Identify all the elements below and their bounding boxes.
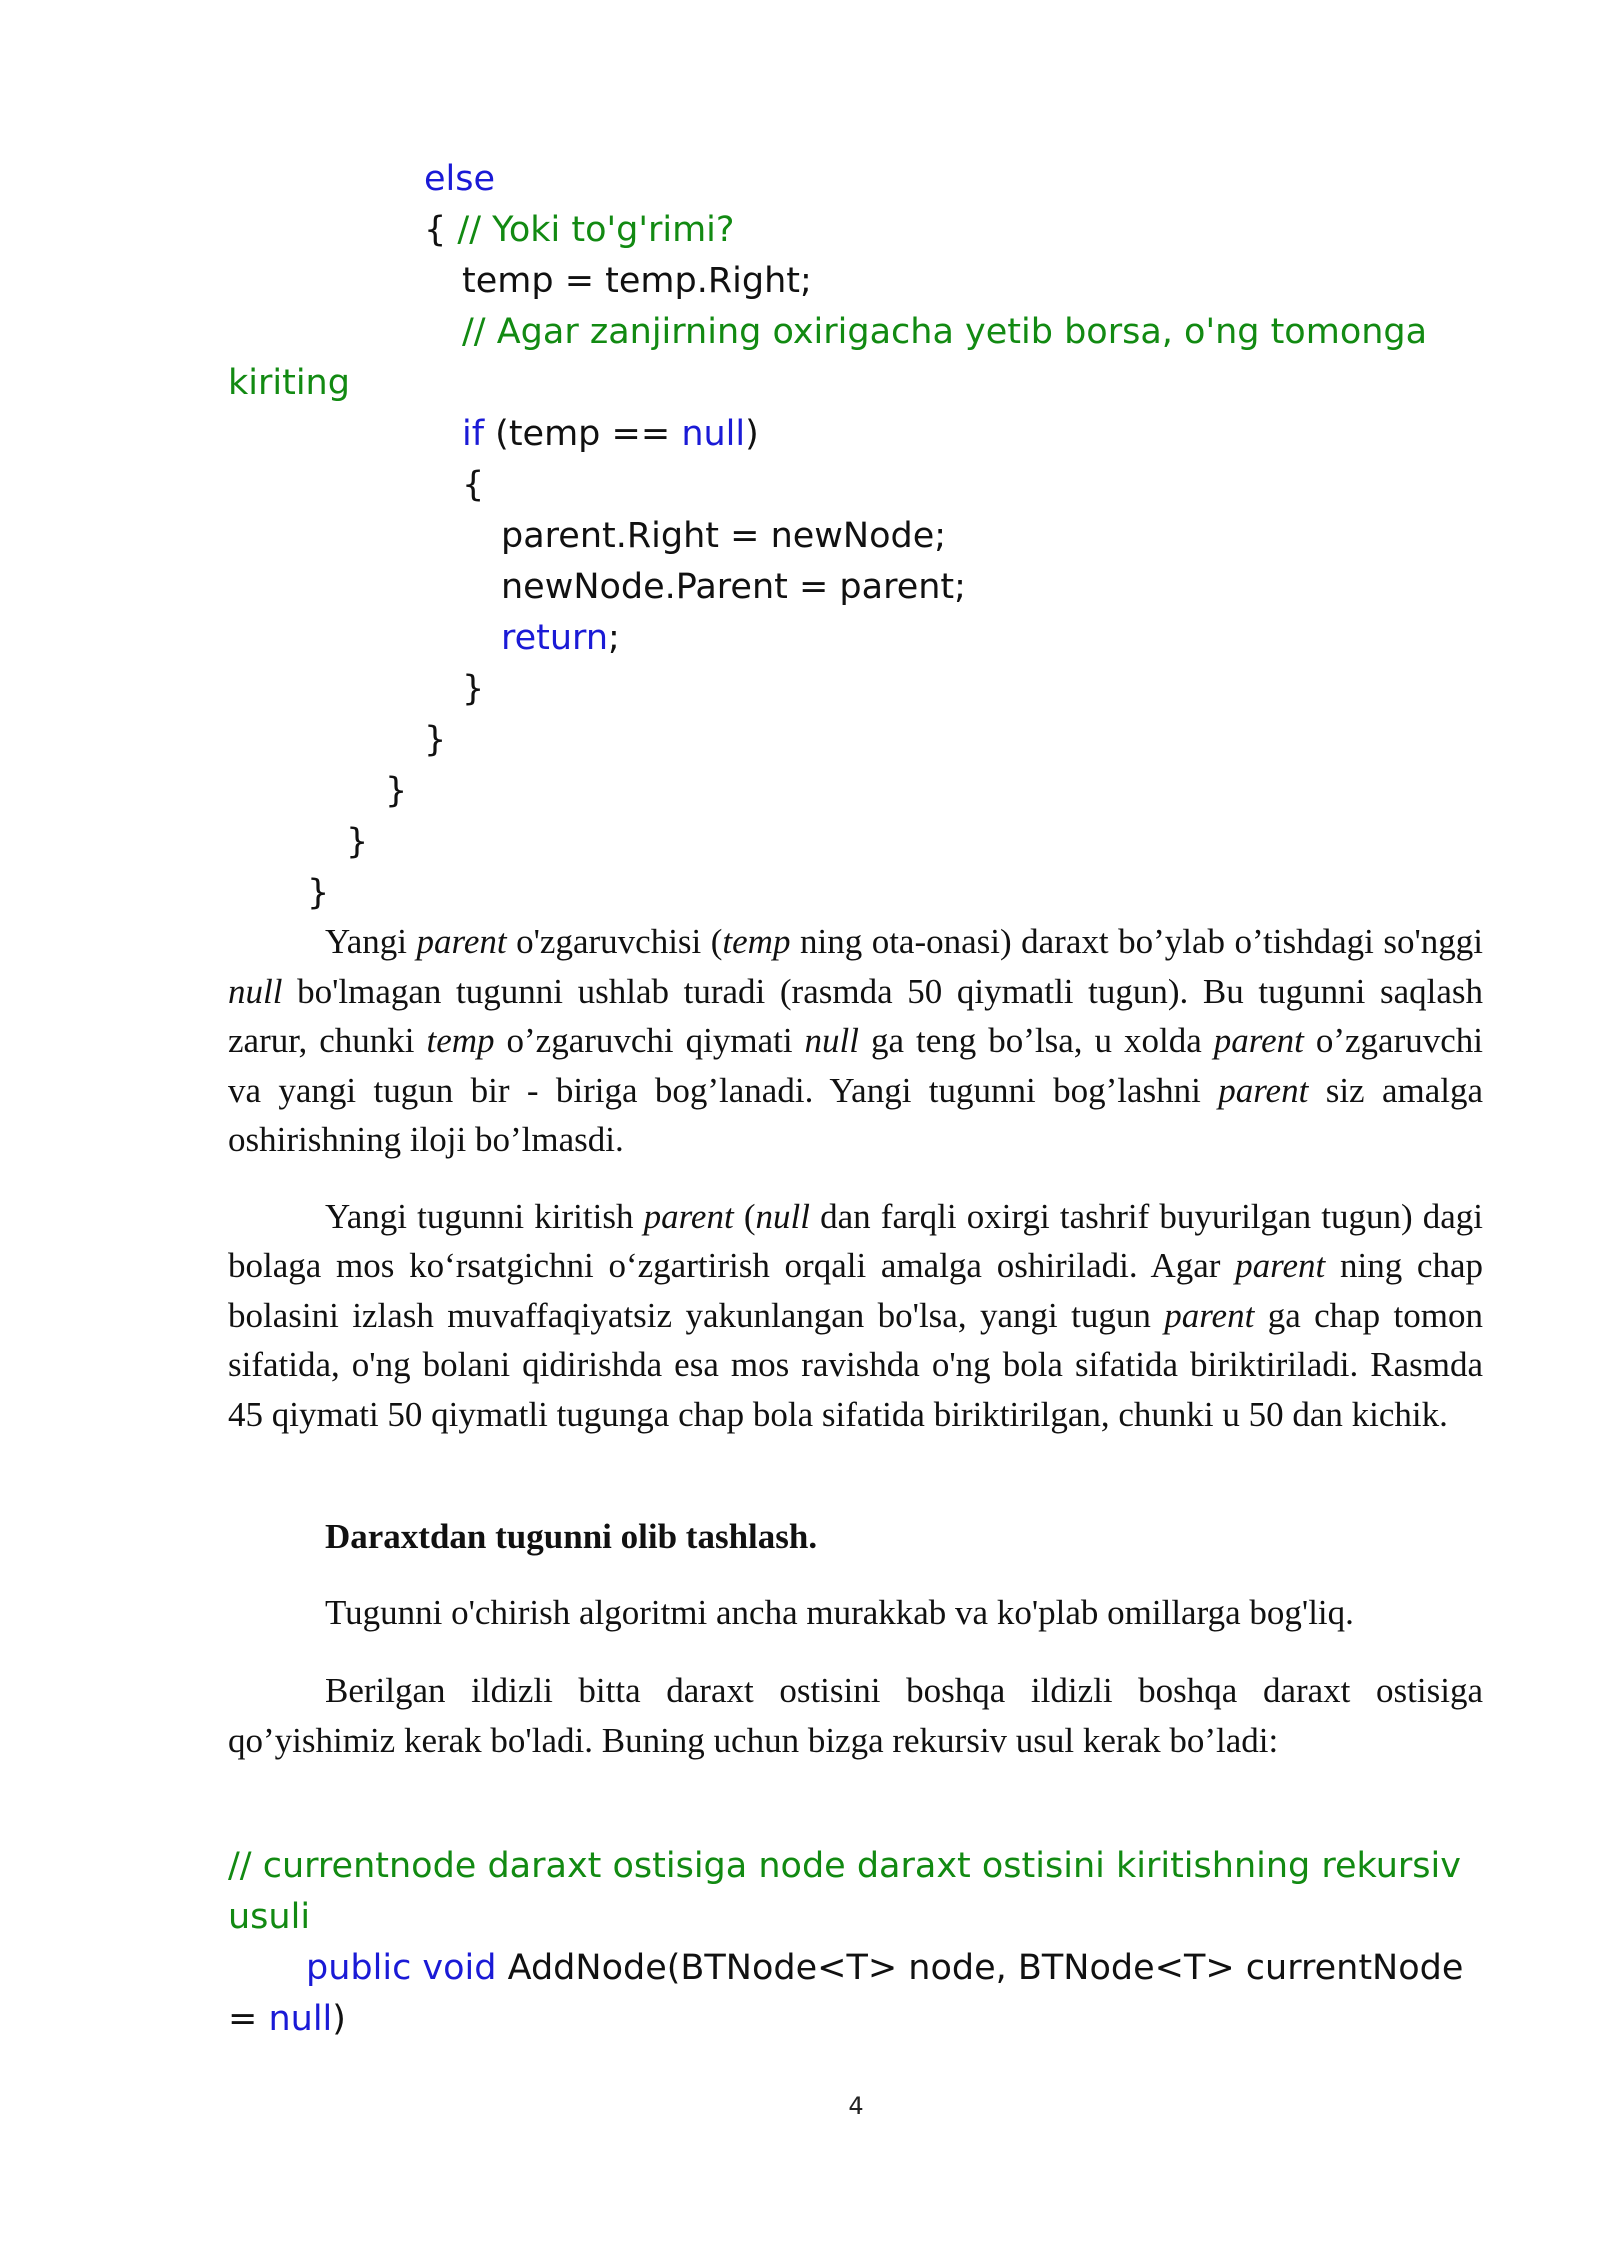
code-brace: } [424, 720, 447, 760]
paragraph: Yangi tugunni kiritish parent (null dan farqli oxirgi tashrif buyurilgan tugun) dagi bolaga mos ko‘rsatgichni o‘zgartirish orqali amalga oshiriladi. Agar parent ning chap bolasini izlash muvaffaqiyatsiz yakunlangan bo'lsa, yangi tugun parent ga chap tomon sifatida, o'ng bolani qidirishda esa mos ravishda o'ng bola sifatida biriktiriladi. Rasmda 45 qiymati 50 qiymatli tugunga chap bola sifatida biriktirilgan, chunki u 50 dan kichik. [228, 1196, 1484, 1434]
code-line: ; [608, 618, 620, 658]
code-brace: } [346, 822, 369, 862]
code-brace: } [307, 873, 330, 913]
paragraph: Yangi parent o'zgaruvchisi (temp ning ota-onasi) daraxt bo’ylab o’tishdagi so'nggi null bo'lmagan tugunni ushlab turadi (rasmda 50 qiymatli tugun). Bu tugunni saqlash zarur, chunki temp o’zgaruvchi qiymati null ga teng bo’lsa, u xolda parent o’zgaruvchi va yangi tugun bir - biriga bog’lanadi. Yangi tugunni bog’lashni parent siz amalga oshirishning iloji bo’lmasdi. [228, 922, 1483, 1159]
keyword-return: return [501, 618, 609, 658]
body-text [228, 1666, 1483, 1765]
section-heading: Daraxtdan tugunni olib tashlash. [325, 1517, 818, 1556]
page-number: 4 [848, 2092, 864, 2120]
code-line: parent.Right = newNode; [501, 516, 947, 556]
keyword-public-void: public void [306, 1948, 497, 1988]
code-line: (temp == [484, 414, 682, 454]
code-comment: // Yoki to'g'rimi? [446, 210, 735, 250]
code-line [228, 1943, 1483, 2045]
paragraph: Berilgan ildizli bitta daraxt ostisini boshqa ildizli boshqa daraxt ostisiga qo’yishimiz kerak bo'ladi. Buning uchun bizga rekursiv usul kerak bo’ladi: [228, 1671, 1483, 1760]
code-block-top [0, 0, 1600, 913]
code-brace: } [462, 669, 485, 709]
code-line: ) [745, 414, 759, 454]
code-comment: // Agar zanjirning oxirigacha yetib borsa, o'ng tomonga [462, 312, 1428, 352]
paragraph: Tugunni o'chirish algoritmi ancha murakkab va ko'plab omillarga bog'liq. [325, 1593, 1354, 1632]
method-signature: AddNode(BTNode<T> node, BTNode<T> currentNode = [228, 1948, 1464, 2039]
keyword-null: null [268, 1999, 333, 2039]
keyword-if: if [462, 414, 485, 454]
keyword-null: null [681, 414, 746, 454]
code-block-bottom [228, 1841, 1483, 2045]
keyword-else: else [424, 159, 496, 199]
code-comment: kiriting [228, 363, 350, 403]
code-brace: { [462, 465, 485, 505]
code-comment: // currentnode daraxt ostisiga node daraxt ostisini kiritishning rekursiv usuli [228, 1846, 1461, 1937]
code-brace: } [385, 771, 408, 811]
body-text [228, 917, 1483, 1439]
code-line: newNode.Parent = parent; [501, 567, 966, 607]
code-line: temp = temp.Right; [462, 261, 812, 301]
code-brace: { [424, 210, 447, 250]
code-line-end: ) [332, 1999, 346, 2039]
